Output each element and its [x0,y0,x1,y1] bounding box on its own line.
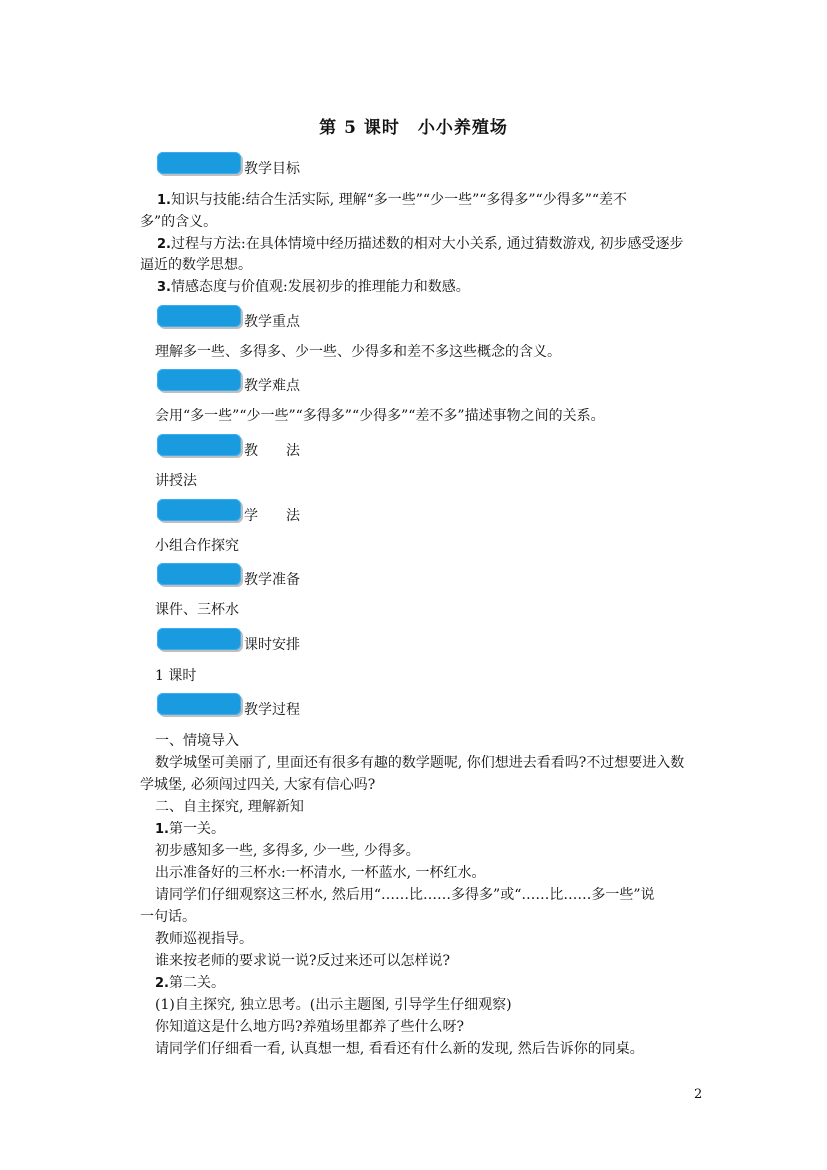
process-line: 出示准备好的三杯水:一杯清水, 一杯蓝水, 一杯红水。 [155,865,486,881]
goal-item-3: 3.情感态度与价值观:发展初步的推理能力和数感。 [157,279,470,295]
section-label: 教学准备 [244,572,300,588]
page-title: 第 5 课时 小小养殖场 [319,118,508,138]
difficult-text: 会用“多一些”“少一些”“多得多”“少得多”“差不多”描述事物之间的关系。 [155,408,605,424]
schedule-text: 1 课时 [155,668,197,684]
key-text: 理解多一些、多得多、少一些、少得多和差不多这些概念的含义。 [155,344,561,360]
section-badge [157,499,241,521]
section-badge [157,305,241,327]
learn-method-text: 小组合作探究 [155,538,239,554]
process-line: (1)自主探究, 独立思考。(出示主题图, 引导学生仔细观察) [155,997,512,1013]
goal-item-2: 2.过程与方法:在具体情境中经历描述数的相对大小关系, 通过猜数游戏, 初步感受逐步 [157,236,684,252]
section-badge [157,152,241,174]
process-line: 教师巡视指导。 [155,931,253,947]
section-badge [157,563,241,585]
process-line: 1.第一关。 [155,821,225,837]
section-label: 教学重点 [244,314,300,330]
process-line: 2.第二关。 [155,975,225,991]
process-line: 你知道这是什么地方吗?养殖场里都养了些什么呀? [155,1019,465,1035]
teach-method-text: 讲授法 [155,473,197,489]
goal-item-1: 1.知识与技能:结合生活实际, 理解“多一些”“少一些”“多得多”“少得多”“差不 [157,192,628,208]
process-line: 二、自主探究, 理解新知 [155,799,304,815]
prep-text: 课件、三杯水 [155,602,239,618]
process-line: 一、情境导入 [155,733,239,749]
section-label: 教学难点 [244,378,300,394]
section-label: 教 法 [244,443,300,459]
process-line: 初步感知多一些, 多得多, 少一些, 少得多。 [155,843,420,859]
process-line: 数学城堡可美丽了, 里面还有很多有趣的数学题呢, 你们想进去看看吗?不过想要进入数 [155,755,685,771]
section-label: 课时安排 [244,637,300,653]
section-label: 教学过程 [244,702,300,718]
section-badge [157,434,241,456]
process-line: 谁来按老师的要求说一说?反过来还可以怎样说? [155,953,451,969]
goal-item-2-cont: 逼近的数学思想。 [140,257,252,273]
goal-item-1-cont: 多”的含义。 [140,214,218,230]
process-line: 一句话。 [140,909,196,925]
process-line: 学城堡, 必须闯过四关, 大家有信心吗? [140,777,376,793]
process-line: 请同学们仔细看一看, 认真想一想, 看看还有什么新的发现, 然后告诉你的同桌。 [155,1041,644,1057]
section-label: 学 法 [244,508,300,524]
page-number: 2 [694,1087,703,1102]
section-label: 教学目标 [244,161,300,177]
section-badge [157,693,241,715]
process-line: 请同学们仔细观察这三杯水, 然后用“……比……多得多”或“……比……多一些”说 [155,887,655,903]
section-badge [157,369,241,391]
section-badge [157,628,241,650]
